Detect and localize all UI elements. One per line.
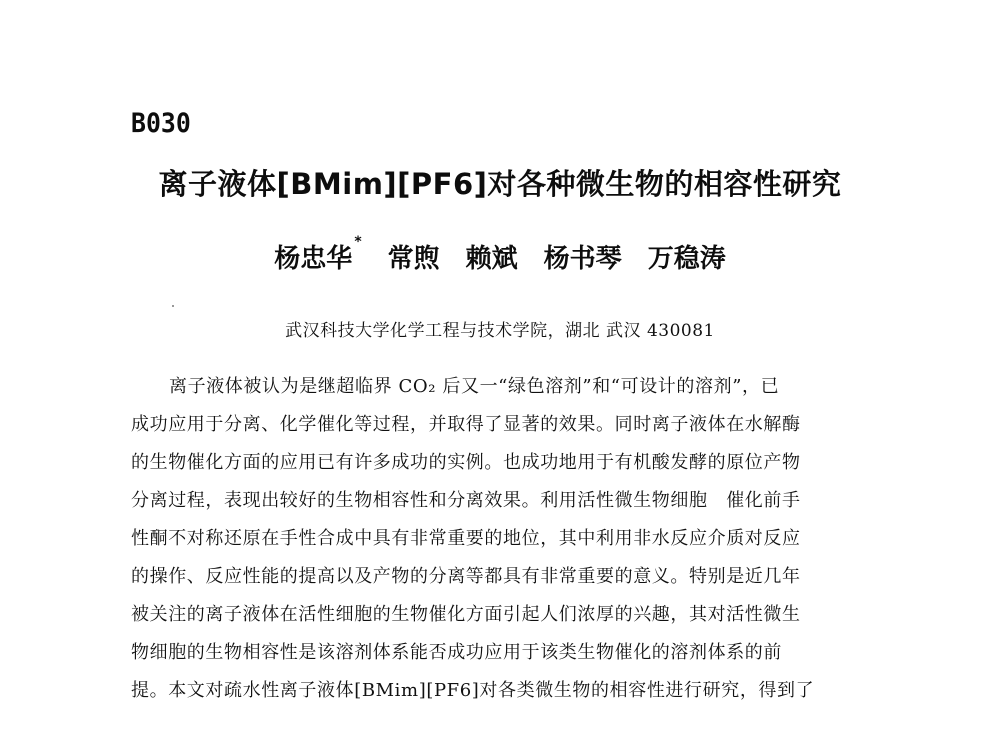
abstract-line: 成功应用于分离、化学催化等过程，并取得了显著的效果。同时离子液体在水解酶 bbox=[131, 414, 801, 435]
author-affiliation: 武汉科技大学化学工程与技术学院，湖北 武汉 430081 bbox=[285, 321, 715, 341]
scan-speck bbox=[172, 305, 174, 307]
paper-title: 离子液体[BMim][PF6]对各种微生物的相容性研究 bbox=[158, 167, 842, 201]
corresponding-author-mark: * bbox=[354, 234, 362, 250]
abstract-line: 分离过程，表现出较好的生物相容性和分离效果。利用活性微生物细胞 催化前手 bbox=[131, 490, 801, 511]
abstract-line: 物细胞的生物相容性是该溶剂体系能否成功应用于该类生物催化的溶剂体系的前 bbox=[131, 642, 782, 663]
abstract-body bbox=[131, 372, 873, 714]
author-name: 杨书琴 bbox=[543, 244, 622, 274]
abstract-line: 被关注的离子液体在活性细胞的生物催化方面引起人们浓厚的兴趣，其对活性微生 bbox=[131, 604, 801, 625]
author-name: 常煦 bbox=[387, 244, 440, 274]
abstract-line: 提。本文对疏水性离子液体[BMim][PF6]对各类微生物的相容性进行研究，得到了 bbox=[131, 680, 815, 701]
abstract-line: 性酮不对称还原在手性合成中具有非常重要的地位，其中利用非水反应介质对反应 bbox=[131, 528, 801, 549]
author-name: 赖斌 bbox=[465, 244, 518, 274]
author-name: 万稳涛 bbox=[647, 244, 726, 274]
abstract-line: 的操作、反应性能的提高以及产物的分离等都具有非常重要的意义。特别是近几年 bbox=[131, 566, 801, 587]
author-name: 杨忠华* bbox=[274, 234, 362, 274]
paper-code: B030 bbox=[131, 108, 191, 139]
author-list bbox=[0, 234, 1000, 275]
abstract-line: 离子液体被认为是继超临界 CO₂ 后又一“绿色溶剂”和“可设计的溶剂”，已 bbox=[169, 376, 780, 397]
abstract-line: 的生物催化方面的应用已有许多成功的实例。也成功地用于有机酸发酵的原位产物 bbox=[131, 452, 801, 473]
